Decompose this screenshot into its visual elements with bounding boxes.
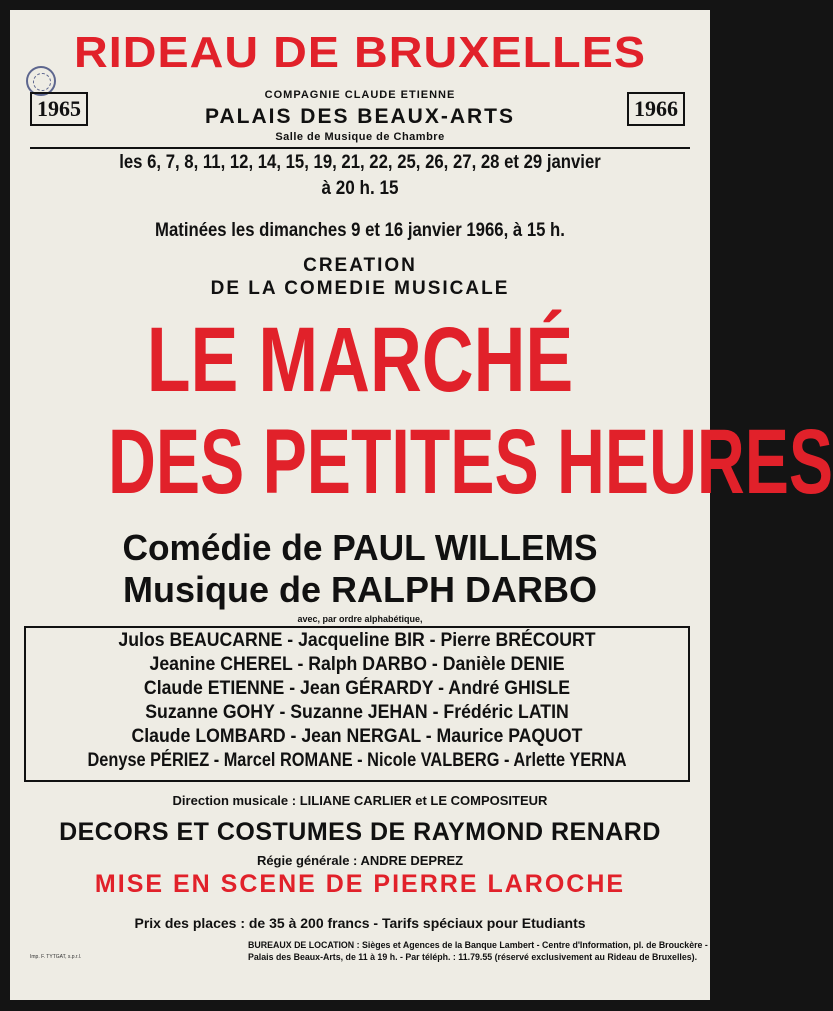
cast-intro: avec, par ordre alphabétique, <box>297 614 423 624</box>
music-direction-credit: Direction musicale : LILIANE CARLIER et LE COMPOSITEUR <box>172 793 548 808</box>
show-title-line1: LE MARCHÉ <box>146 309 574 411</box>
cast-line: Claude ETIENNE - Jean GÉRARDY - André GHISLE <box>143 678 571 699</box>
music-credit: Musique de RALPH DARBO <box>122 569 597 610</box>
company-name: COMPAGNIE CLAUDE ETIENNE <box>264 89 456 101</box>
decor-credit: DECORS ET COSTUMES DE RAYMOND RENARD <box>59 818 661 846</box>
stage-management-credit: Régie générale : ANDRE DEPREZ <box>256 853 464 868</box>
cast-line: Julos BEAUCARNE - Jacqueline BIR - Pierre BRÉCOURT <box>118 630 596 651</box>
director-credit: MISE EN SCENE DE PIERRE LAROCHE <box>94 870 626 898</box>
hall-name: Salle de Musique de Chambre <box>275 131 445 143</box>
cast-line: Suzanne GOHY - Suzanne JEHAN - Frédéric LATIN <box>145 702 569 723</box>
venue-name: PALAIS DES BEAUX-ARTS <box>205 105 515 128</box>
matinee-info: Matinées les dimanches 9 et 16 janvier 1966, à 15 h. <box>155 220 565 241</box>
theatre-title: RIDEAU DE BRUXELLES <box>73 28 647 77</box>
ticket-prices: Prix des places : de 35 à 200 francs - Tarifs spéciaux pour Etudiants <box>134 915 586 931</box>
header-divider <box>30 147 690 149</box>
year-right-box: 1966 <box>627 92 685 126</box>
show-title-line2: DES PETITES HEURES <box>107 411 833 513</box>
poster <box>10 10 833 1000</box>
performance-dates: les 6, 7, 8, 11, 12, 14, 15, 19, 21, 22, 25, 26, 27, 28 et 29 janvier <box>119 152 601 173</box>
cast-line: Jeanine CHEREL - Ralph DARBO - Danièle DENIE <box>149 654 565 675</box>
printer-mark: Imp. F. TYTGAT, s.p.r.l. <box>30 954 82 960</box>
box-office-line: Palais des Beaux-Arts, de 11 à 19 h. - Par téléph. : 11.79.55 (réservé exclusivement au Rideau de Bruxelles). <box>248 952 698 962</box>
performance-time: à 20 h. 15 <box>321 178 399 199</box>
box-office-info <box>248 939 708 963</box>
box-office-line: BUREAUX DE LOCATION : Sièges et Agences de la Banque Lambert - Centre d'Information, pl. de Brouckère - <box>248 940 708 950</box>
cast-line: Denyse PÉRIEZ - Marcel ROMANE - Nicole VALBERG - Arlette YERNA <box>87 750 627 771</box>
creation-label: CREATION <box>303 255 417 276</box>
genre-label: DE LA COMEDIE MUSICALE <box>210 278 510 299</box>
cast-box <box>24 626 690 782</box>
author-credit: Comédie de PAUL WILLEMS <box>122 527 598 568</box>
cast-line: Claude LOMBARD - Jean NERGAL - Maurice PAQUOT <box>131 726 583 747</box>
year-left-box: 1965 <box>30 92 88 126</box>
